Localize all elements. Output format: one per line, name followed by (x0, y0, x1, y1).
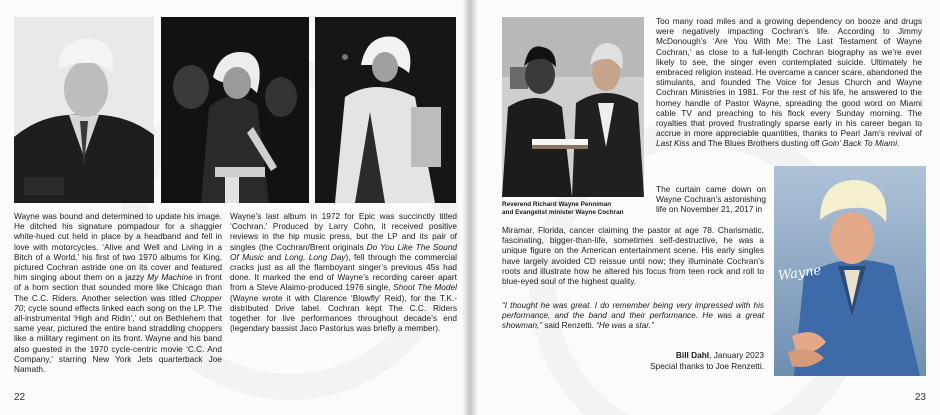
book-gutter (462, 0, 478, 415)
photo-portrait-pompadour (14, 17, 154, 203)
text-intro: Too many road miles and a growing dependency on booze and drugs were negatively impacting Cochran’s life. According to Jimmy McDonough’s ‘Are You With Me: The Last Testament of Wayne Cochran,’ as close to a full-length Cochran biography as we’re ever likely to see, the singer even contemplated suicide. Ultimately he embraced religion instead. He overcame a cancer scare, abandoned the stimulants, and founded The Voice for Jesus Church and Wayne Cochran Ministries in 1981. For the rest of his life, he answered to the homey handle of Pastor Wayne, spreading the good word on Miami cable TV and preaching to his flock every Sunday morning. The royalties that proved frustratingly sparse early in his career began to accrue in more appreciable quantities, thanks to Pearl Jam’s revival of Last Kiss and The Blues Brothers dusting off Goin’ Back To Miami. (656, 16, 922, 149)
photo-singing-microphone (315, 17, 456, 203)
text-column-2: Wayne’s last album in 1972 for Epic was succinctly titled ‘Cochran.’ Produced by Larry Cohn, it received positive reviews in the hip music press, but the LP and its pair of singles (the Cochran/Brent originals Do You Like The Sound Of Music and Long, Long Day), fell through the commercial cracks just as all the flamboyant singer’s previous 45s had done. It marked the end of Wayne’s recording career apart from a Steve Alaimo-produced 1976 single, Shoot The Model (Wayne wrote it with Clarence ‘Blowfly’ Reid), for the T.K.-distributed Drive label. Cochran kept The C.C. Riders together for live performances throughout decade’s end (legendary bassist Jaco Pastorius was briefly a member). (230, 211, 457, 334)
photo-penniman-and-cochran (502, 17, 644, 197)
byline: Bill Dahl, January 2023 Special thanks to Joe Renzetti. (650, 350, 764, 371)
renzetti-quote: “I thought he was great. I do remember being very impressed with his performance, and the band and their performance. He was a great showman,” said Renzetti. “He was a star.” (502, 301, 764, 331)
text-curtain: The curtain came down on Wayne Cochran’s astonishing life on November 21, 2017 in (656, 184, 766, 215)
photo-caption: Reverend Richard Wayne Penniman and Evangelist minister Wayne Cochran (502, 201, 624, 217)
autograph-signature: Wayne (777, 263, 823, 284)
text-continuation: Miramar, Florida, cancer claiming the pastor at age 78. Charismatic, fascinating, bigger-than-life, sometimes self-destructive, he was a unique figure on the American entertainment scene. His early singles have largely avoided CD reissue until now; they illuminate Cochran’s roots and illustrate how he altered his focus from teen rock and roll to blue-eyed soul of the highest quality. (502, 225, 764, 287)
photo-color-portrait (774, 166, 926, 376)
page-number-left: 22 (14, 392, 26, 403)
page-number-right: 23 (914, 392, 926, 403)
text-column-1: Wayne was bound and determined to update his image. He ditched his signature pompadour for a shaggier white-hued cut held in place by a headband and fell in love with motorcycles. ‘Alive and Well and Living in a Bitch of a World,’ his first of two 1970 albums for King, pictured Cochran astride one on its cover and featured him singing about them on a jazzy My Machine in front of a horn section that sounded more like Chicago than The C.C. Riders. Another selection was titled Chopper 70; cycle sound effects linked each song on the LP. The all-instrumental ‘High and Ridin’,’ out on Bethlehem that same year, pictured the entire band straddling choppers like a military regiment on its front. Wayne and his band also guested in the 1970 cycle-centric movie ‘C.C. And Company,’ starring New York Jets quarterback Joe Namath. (14, 211, 222, 375)
photo-performing-stage (161, 17, 309, 203)
right-page (470, 0, 940, 415)
